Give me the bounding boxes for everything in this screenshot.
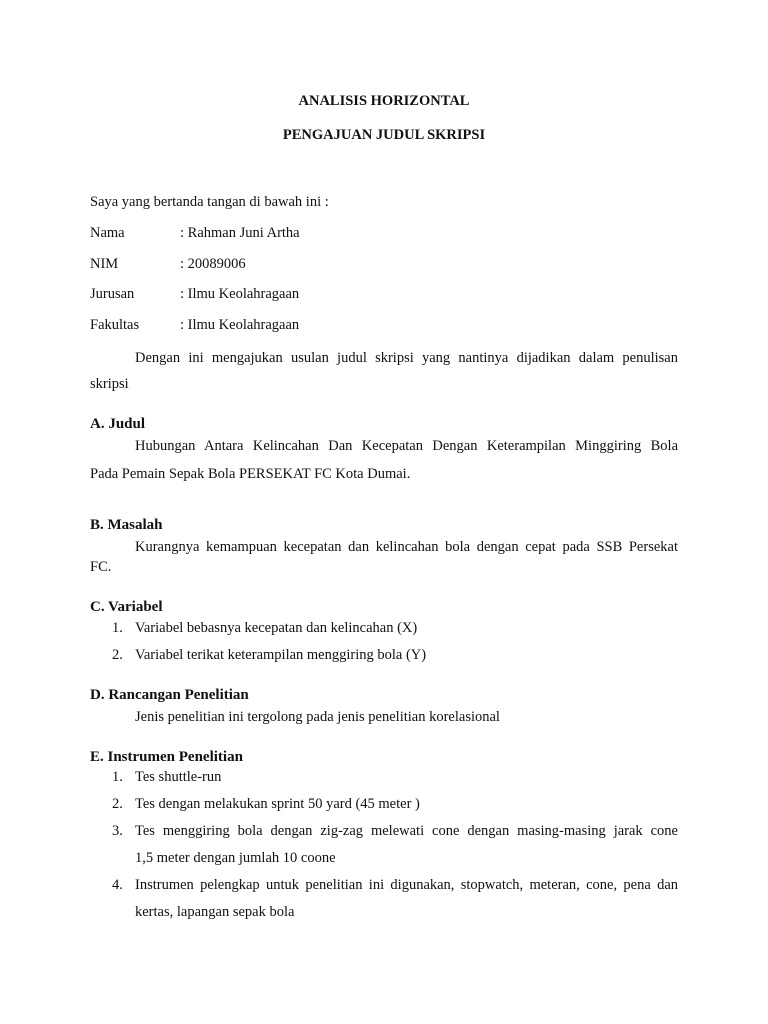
judul-line-1: Hubungan Antara Kelincahan Dan Kecepatan Dengan Keterampilan Minggiring Bola (135, 438, 678, 454)
statement-line-2: skripsi (90, 376, 129, 392)
field-label-fakultas: Fakultas (90, 317, 140, 333)
variabel-item-number: 1. (112, 620, 123, 636)
variabel-item-text: Variabel bebasnya kecepatan dan kelincahan (X) (135, 620, 418, 636)
instrumen-item-number: 1. (112, 769, 123, 785)
variabel-item-number: 2. (112, 647, 123, 663)
field-value-nim: : 20089006 (180, 256, 246, 272)
field-value-fakultas: : Ilmu Keolahragaan (180, 317, 300, 333)
field-value-nama: : Rahman Juni Artha (180, 225, 300, 241)
instrumen-item-text-cont: kertas, lapangan sepak bola (135, 904, 295, 920)
field-label-nim: NIM (90, 256, 119, 272)
masalah-line-1: Kurangnya kemampuan kecepatan dan kelincahan bola dengan cepat pada SSB Persekat (135, 539, 678, 555)
section-heading-instrumen: E. Instrumen Penelitian (90, 749, 243, 765)
section-heading-variabel: C. Variabel (90, 599, 163, 615)
instrumen-item-text: Instrumen pelengkap untuk penelitian ini digunakan, stopwatch, meteran, cone, pena dan (135, 877, 678, 893)
instrumen-item-number: 4. (112, 877, 123, 893)
rancangan-text: Jenis penelitian ini tergolong pada jenis penelitian korelasional (135, 709, 500, 725)
field-label-jurusan: Jurusan (90, 286, 135, 302)
judul-line-2: Pada Pemain Sepak Bola PERSEKAT FC Kota Dumai. (90, 466, 411, 482)
instrumen-item-text: Tes dengan melakukan sprint 50 yard (45 meter ) (135, 796, 420, 812)
masalah-line-2: FC. (90, 559, 112, 575)
intro-text: Saya yang bertanda tangan di bawah ini : (90, 194, 329, 210)
variabel-item-text: Variabel terikat keterampilan menggiring bola (Y) (135, 647, 427, 663)
instrumen-item-text: Tes menggiring bola dengan zig-zag melewati cone dengan masing-masing jarak cone (135, 823, 678, 839)
field-value-jurusan: : Ilmu Keolahragaan (180, 286, 300, 302)
instrumen-item-number: 2. (112, 796, 123, 812)
instrumen-item-number: 3. (112, 823, 123, 839)
section-heading-rancangan: D. Rancangan Penelitian (90, 687, 249, 703)
section-heading-judul: A. Judul (90, 416, 146, 432)
document-subtitle: PENGAJUAN JUDUL SKRIPSI (282, 127, 486, 143)
instrumen-item-text-cont: 1,5 meter dengan jumlah 10 coone (135, 850, 336, 866)
document-title: ANALISIS HORIZONTAL (298, 93, 470, 109)
statement-line-1: Dengan ini mengajukan usulan judul skripsi yang nantinya dijadikan dalam penulisan (135, 350, 678, 366)
field-label-nama: Nama (90, 225, 125, 241)
section-heading-masalah: B. Masalah (90, 517, 163, 533)
instrumen-item-text: Tes shuttle-run (135, 769, 222, 785)
